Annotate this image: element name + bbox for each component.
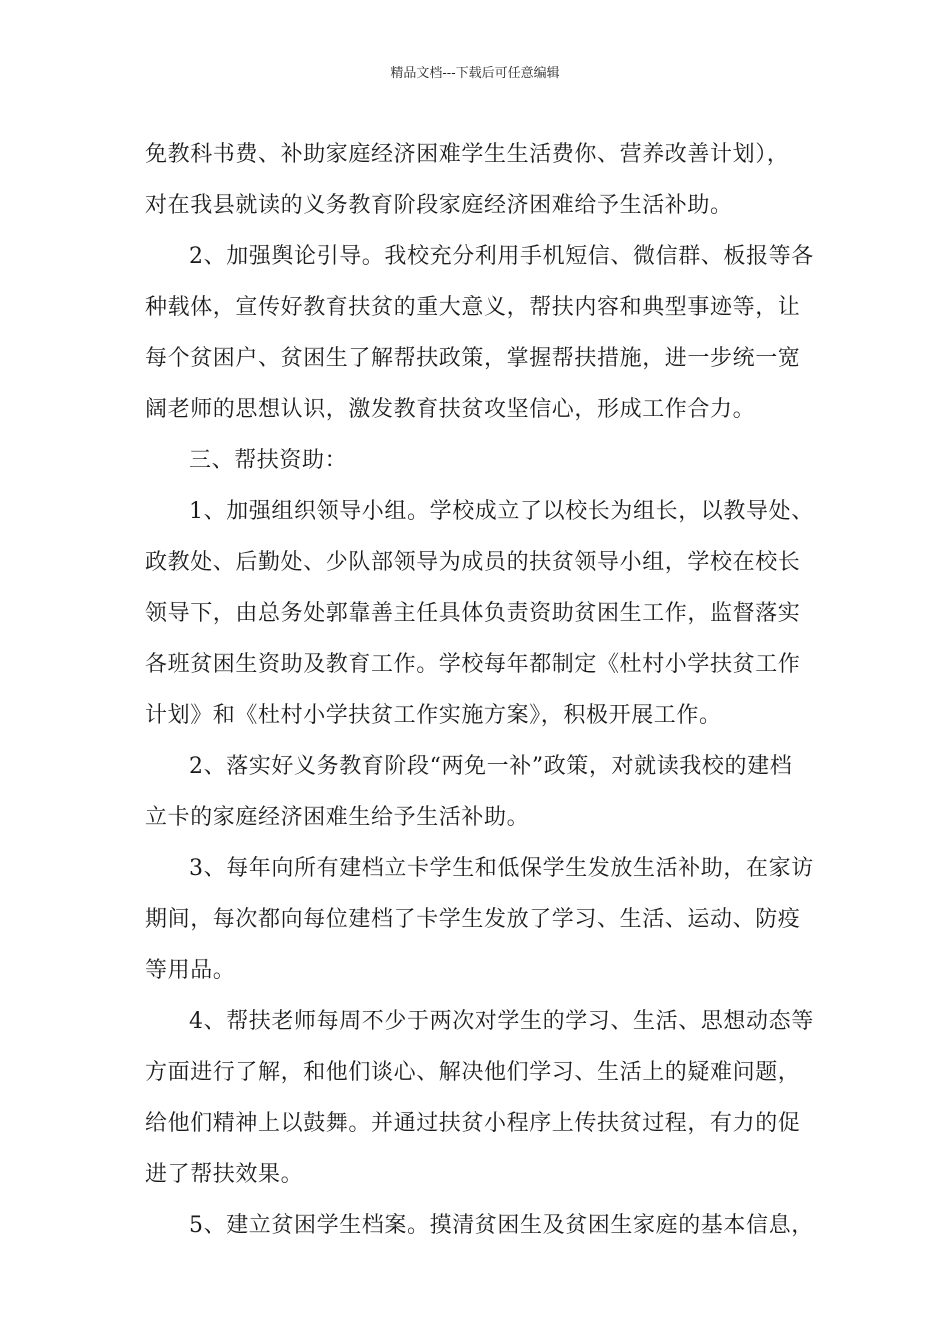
text-line: 领导下，由总务处郭靠善主任具体负责资助贫困生工作，监督落实 xyxy=(145,601,801,626)
text-line: 阔老师的思想认识，激发教育扶贫攻坚信心，形成工作合力。 xyxy=(145,397,756,422)
text-line: 等用品。 xyxy=(145,958,236,983)
paragraph-start-line: 4、帮扶老师每周不少于两次对学生的学习、生活、思想动态等 xyxy=(189,1009,814,1034)
text-line: 给他们精神上以鼓舞。并通过扶贫小程序上传扶贫过程，有力的促 xyxy=(145,1111,801,1136)
text-line: 种载体，宣传好教育扶贫的重大意义，帮扶内容和典型事迹等，让 xyxy=(145,295,801,320)
text-line: 计划》和《杜村小学扶贫工作实施方案》，积极开展工作。 xyxy=(145,703,722,728)
document-body xyxy=(145,129,814,1251)
paragraph-start-line: 5、建立贫困学生档案。摸清贫困生及贫困生家庭的基本信息， xyxy=(189,1213,814,1238)
text-line: 进了帮扶效果。 xyxy=(145,1162,304,1187)
paragraph-start-line: 2、落实好义务教育阶段“两免一补”政策，对就读我校的建档 xyxy=(189,754,793,779)
text-line: 各班贫困生资助及教育工作。学校每年都制定《杜村小学扶贫工作 xyxy=(145,652,801,677)
text-line: 对在我县就读的义务教育阶段家庭经济困难给予生活补助。 xyxy=(145,193,733,218)
section-heading: 三、帮扶资助： xyxy=(189,448,348,473)
text-line: 每个贫困户、贫困生了解帮扶政策，掌握帮扶措施，进一步统一宽 xyxy=(145,346,801,371)
text-line: 期间，每次都向每位建档了卡学生发放了学习、生活、运动、防疫 xyxy=(145,907,801,932)
text-line: 方面进行了解，和他们谈心、解决他们学习、生活上的疑难问题， xyxy=(145,1060,801,1085)
text-line: 立卡的家庭经济困难生给予生活补助。 xyxy=(145,805,530,830)
paragraph-start-line: 1、加强组织领导小组。学校成立了以校长为组长，以教导处、 xyxy=(189,499,814,524)
paragraph-start-line: 2、加强舆论引导。我校充分利用手机短信、微信群、板报等各 xyxy=(189,244,814,269)
paragraph-start-line: 3、每年向所有建档立卡学生和低保学生发放生活补助，在家访 xyxy=(189,856,814,881)
text-line: 免教科书费、补助家庭经济困难学生生活费你、营养改善计划）， xyxy=(145,142,790,167)
page-header: 精品文档---下载后可任意编辑 xyxy=(390,66,560,81)
text-line: 政教处、后勤处、少队部领导为成员的扶贫领导小组，学校在校长 xyxy=(145,550,801,575)
